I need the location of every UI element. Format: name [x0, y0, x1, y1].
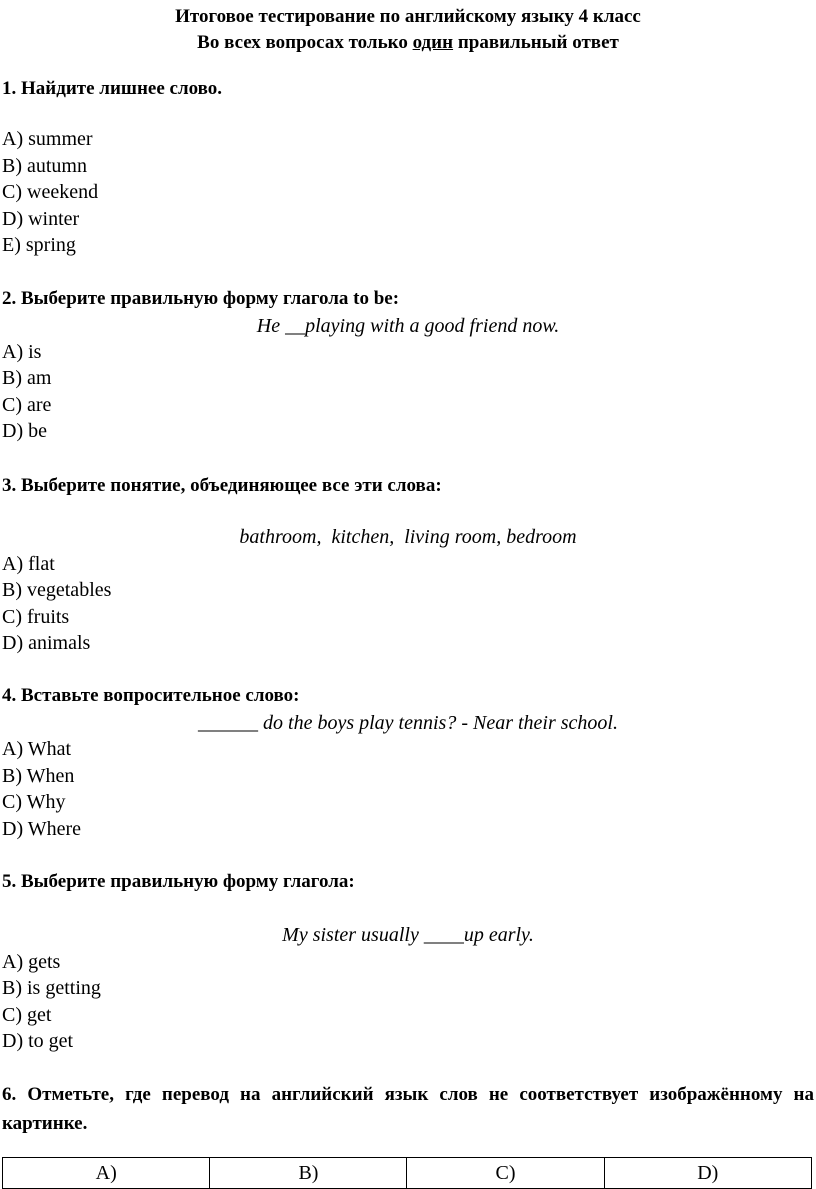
question-6-heading: 6. Отметьте, где перевод на английский язык слов не соответствует изображённому на картинке.	[2, 1084, 814, 1134]
document-subtitle	[0, 30, 816, 56]
question-4-option-b: B) When	[2, 765, 75, 787]
question-4-option-d: D) Where	[2, 818, 82, 840]
question-2-option-a: A) is	[2, 341, 42, 363]
question-4-heading: 4. Вставьте вопросительное слово:	[2, 685, 300, 706]
question-2-option-c: C) are	[2, 394, 52, 416]
question-1-option-c: C) weekend	[2, 181, 99, 203]
question-5-example: My sister usually ____up early.	[282, 924, 534, 946]
subtitle-text-start: Во всех вопросах только	[197, 32, 413, 53]
subtitle-text-end: правильный ответ	[453, 32, 619, 53]
question-2-heading: 2. Выберите правильную форму глагола to be:	[2, 288, 400, 309]
question-1-option-b: B) autumn	[2, 155, 87, 177]
question-5-option-d: D) to get	[2, 1030, 74, 1052]
question-5-heading: 5. Выберите правильную форму глагола:	[2, 871, 355, 892]
document-title: Итоговое тестирование по английскому языку 4 класс	[175, 6, 641, 27]
question-1-option-d: D) winter	[2, 208, 80, 230]
question-3-option-b: B) vegetables	[2, 579, 112, 601]
question-1-option-a: A) summer	[2, 128, 93, 150]
answer-table-cell-a: A)	[3, 1158, 210, 1189]
subtitle-underlined-word: один	[412, 32, 454, 53]
answer-table	[2, 1157, 812, 1189]
answer-table-cell-d: D)	[604, 1158, 811, 1189]
question-2-option-b: B) am	[2, 367, 52, 389]
question-1-heading: 1. Найдите лишнее слово.	[2, 78, 223, 99]
question-3-option-d: D) animals	[2, 632, 91, 654]
question-4-option-a: A) What	[2, 738, 72, 760]
question-5-option-b: B) is getting	[2, 977, 101, 999]
question-5-option-a: A) gets	[2, 951, 61, 973]
question-3-option-a: A) flat	[2, 553, 55, 575]
question-4-example: ______ do the boys play tennis? - Near their school.	[198, 712, 618, 734]
question-5-option-c: C) get	[2, 1004, 52, 1026]
question-3-heading: 3. Выберите понятие, объединяющее все эти слова:	[2, 475, 442, 496]
answer-table-cell-c: C)	[407, 1158, 604, 1189]
question-3-example: bathroom, kitchen, living room, bedroom	[239, 526, 577, 548]
answer-table-cell-b: B)	[210, 1158, 407, 1189]
question-4-option-c: C) Why	[2, 791, 66, 813]
question-2-example: He __playing with a good friend now.	[256, 315, 560, 337]
question-2-option-d: D) be	[2, 420, 47, 442]
answer-table-header-row	[3, 1158, 812, 1189]
question-3-option-c: C) fruits	[2, 606, 70, 628]
question-1-option-e: E) spring	[2, 234, 76, 256]
